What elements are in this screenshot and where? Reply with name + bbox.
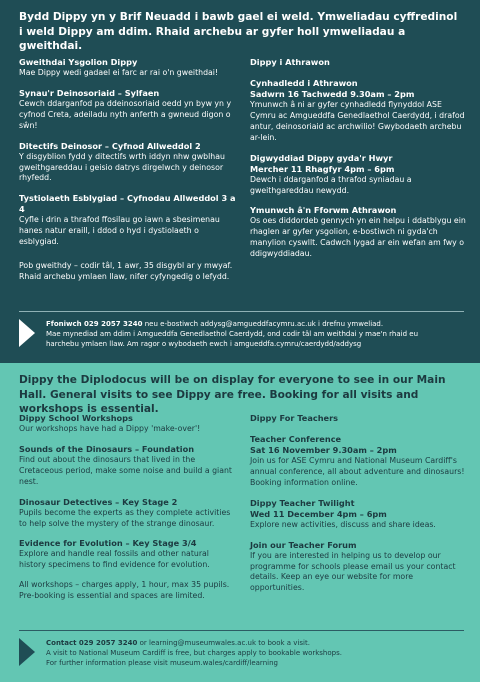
english-section [0, 363, 480, 682]
section-heading: Sounds of the Dinosaurs – Foundation [19, 443, 195, 454]
section-text: Pob gweithdy – codir tâl, 1 awr, 35 disgybl ar y mwyaf. Rhaid archebu ymlaen llaw, nifer cyfyngedig o lefydd. [19, 261, 233, 281]
welsh-teacher-conference [250, 78, 468, 144]
section-text: All workshops – charges apply, 1 hour, max 35 pupils. Pre-booking is essential and spaces are limited. [19, 580, 230, 601]
section-text: Cewch ddarganfod pa ddeinosoriaid oedd yn byw yn y cyfnod Creta, adeiladu nyth anferth a gwneud digon o sŵn! [19, 98, 232, 130]
section-text: Our workshops have had a Dippy 'make-over'! [19, 424, 201, 433]
event-date: Wed 11 December 4pm – 6pm [250, 508, 387, 519]
divider [19, 630, 464, 631]
section-heading: Dippy For Teachers [250, 413, 339, 423]
footer-phone: Ffoniwch 029 2057 3240 [46, 320, 143, 328]
section-text: Dewch i ddarganfod a thrafod syniadau a gweithgareddau newydd. [250, 174, 412, 195]
footer-phone: Contact 029 2057 3240 [46, 639, 138, 647]
welsh-workshop-foundation [19, 88, 237, 132]
welsh-workshop-note [19, 261, 237, 283]
section-heading: Gweithdai Ysgolion Dippy [19, 57, 138, 67]
english-intro: Dippy the Diplodocus will be on display for everyone to see in our Main Hall. General visits to see Dippy are free. Booking for all visits and workshops is essential. [19, 374, 446, 416]
footer-text [46, 319, 464, 350]
section-text: Join us for ASE Cymru and National Museum Cardiff's annual conference, all about adventure and dinosaurs! Booking information online. [250, 456, 465, 487]
welsh-workshop-ks2 [19, 141, 237, 185]
welsh-intro: Bydd Dippy yn y Brif Neuadd i bawb gael ei weld. Ymweliadau cyffredinol i weld Dippy am ddim. Rhaid archebu ar gyfer holl ymweliadau a gweithdai. [19, 11, 458, 53]
english-right-column [250, 413, 468, 603]
event-date: Sadwrn 16 Tachwedd 9.30am – 2pm [250, 89, 415, 99]
english-teacher-conference [250, 434, 468, 489]
english-left-column [19, 413, 237, 611]
english-workshop-note [19, 580, 237, 602]
english-workshop-foundation [19, 444, 237, 488]
section-heading: Cynhadledd i Athrawon [250, 78, 358, 88]
section-heading: Ymunwch â'n Fforwm Athrawon [250, 205, 397, 216]
footer-line: A visit to National Museum Cardiff is free, but charges apply to bookable workshops. [46, 649, 342, 658]
divider [19, 311, 464, 312]
section-heading: Dippy i Athrawon [250, 57, 330, 67]
welsh-teacher-twilight [250, 153, 468, 197]
welsh-workshops-intro [19, 57, 237, 79]
section-heading: Dippy Teacher Twilight [250, 497, 355, 508]
section-text: If you are interested in helping us to develop our programme for schools please email us your contact details. Keep an eye our website for more opportunities. [250, 550, 456, 593]
footer-text [46, 638, 464, 669]
event-date: Mercher 11 Rhagfyr 4pm – 6pm [250, 163, 395, 174]
section-text: Cyfle i drin a thrafod ffosilau go iawn a sbesimenau hanes natur eraill, i ddod o hyd i dystiolaeth o esblygiad. [19, 215, 220, 247]
section-heading: Dippy School Workshops [19, 413, 133, 423]
section-text: Explore and handle real fossils and other natural history specimens to find evidence for evolution. [19, 549, 210, 570]
section-text: Find out about the dinosaurs that lived in the Cretaceous period, make some noise and build a giant nest. [19, 454, 232, 486]
section-text: Ymunwch â ni ar gyfer cynhadledd flynyddol ASE Cymru ac Amgueddfa Genedlaethol Caerdydd, i drafod antur, deinosoriaid ac archwilio! Gwybodaeth archebu ar-lein. [250, 100, 465, 142]
english-teacher-forum [250, 540, 468, 595]
section-text: Y disgyblion fydd y ditectifs wrth iddyn nhw gwblhau gweithgareddau i geisio datrys dirgelwch y deinosor rhyfedd. [19, 151, 225, 183]
section-text: Mae Dippy wedi gadael ei farc ar rai o'n gweithdai! [19, 68, 219, 77]
welsh-teacher-forum [250, 205, 468, 260]
footer-email[interactable]: neu e-bostiwch addysg@amgueddfacymru.ac.uk i drefnu ymweliad. [142, 320, 384, 328]
english-workshop-ks2 [19, 497, 237, 530]
welsh-right-column [250, 57, 468, 269]
event-date: Sat 16 November 9.30am – 2pm [250, 445, 397, 455]
english-workshops-intro [19, 413, 237, 435]
footer-website[interactable]: For further information please visit museum.wales/cardiff/learning [46, 659, 278, 668]
section-heading: Synau'r Deinosoriaid – Sylfaen [19, 87, 160, 98]
welsh-workshop-ks34 [19, 193, 237, 248]
triangle-right-icon [19, 638, 35, 666]
section-text: Explore new activities, discuss and share ideas. [250, 519, 436, 529]
section-heading: Evidence for Evolution – Key Stage 3/4 [19, 538, 197, 549]
section-heading: Ditectifs Deinosor – Cyfnod Allweddol 2 [19, 140, 201, 151]
section-heading: Join our Teacher Forum [250, 539, 357, 550]
footer-website[interactable]: harchebu ymlaen llaw. Am ragor o wybodaeth ewch i amgueddfa.cymru/caerdydd/addysg [46, 340, 362, 349]
english-workshop-ks34 [19, 538, 237, 571]
welsh-left-column [19, 57, 237, 292]
section-heading: Teacher Conference [250, 434, 342, 444]
footer-email[interactable]: or learning@museumwales.ac.uk to book a visit. [137, 639, 310, 647]
english-teachers-heading [250, 413, 468, 424]
section-text: Pupils become the experts as they complete activities to help solve the mystery of the strange dinosaur. [19, 507, 231, 528]
section-heading: Digwyddiad Dippy gyda'r Hwyr [250, 152, 393, 163]
section-heading: Tystiolaeth Esblygiad – Cyfnodau Allweddol 3 a 4 [19, 193, 236, 215]
english-teacher-twilight [250, 498, 468, 531]
footer-line: Mae mynediad am ddim i Amgueddfa Genedlaethol Caerdydd, ond codir tâl am weithdai y mae'n rhaid eu [46, 330, 419, 339]
welsh-teachers-heading [250, 57, 468, 68]
section-text: Os oes diddordeb gennych yn ein helpu i ddatblygu ein rhaglen ar gyfer ysgolion, e-bostiwch ni gyda'ch manylion cyswllt. Cadwch lygad ar ein wefan am fwy o ddigwyddiadau. [250, 216, 466, 259]
triangle-right-icon [19, 319, 35, 347]
section-heading: Dinosaur Detectives – Key Stage 2 [19, 496, 178, 507]
